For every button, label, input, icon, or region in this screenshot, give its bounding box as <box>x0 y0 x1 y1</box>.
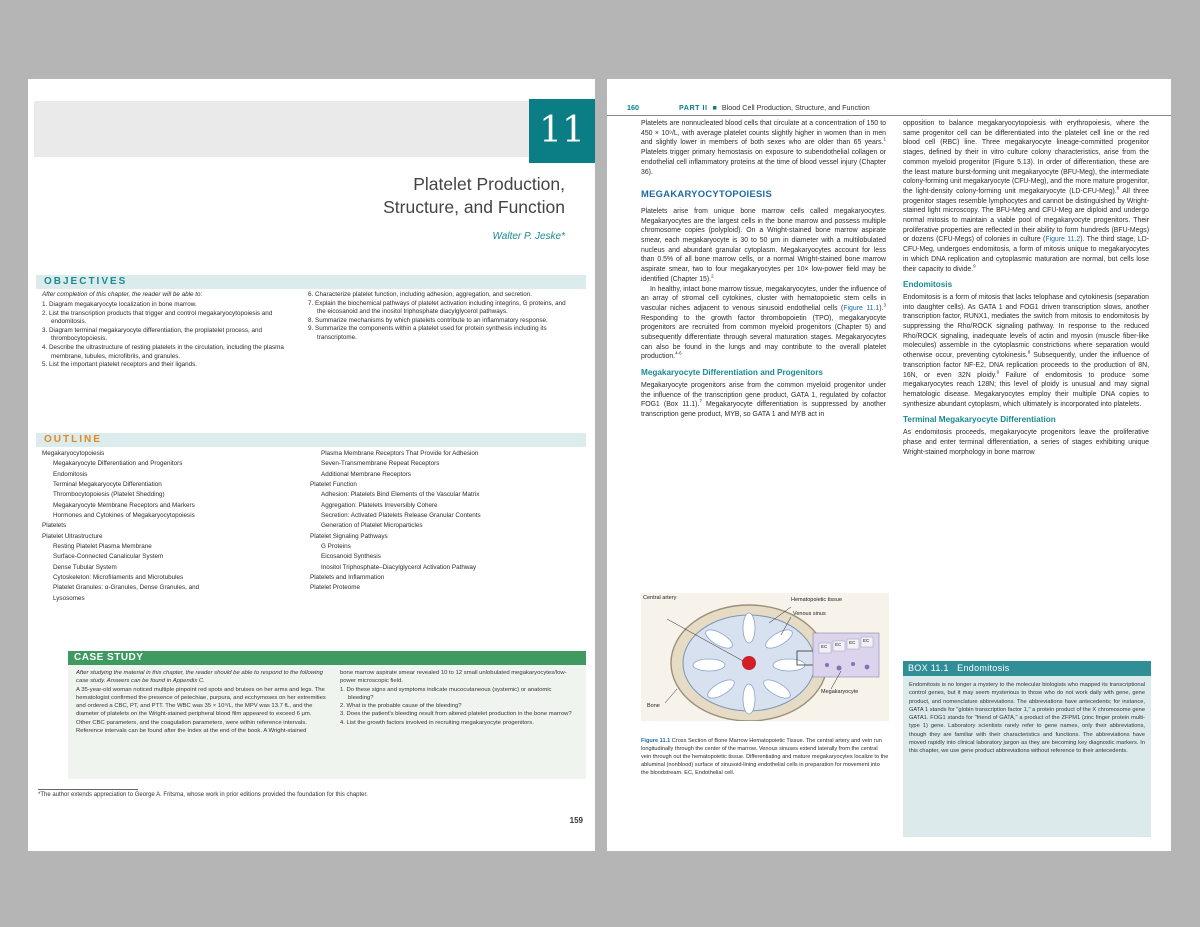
outline-heading: OUTLINE <box>36 433 586 447</box>
paragraph: As endomitosis proceeds, megakaryocyte progenitors leave the proliferative phase and enter terminal differentiation, a series of stages exhibiting unique Wright-stained morphology in bone marrow <box>903 429 1149 456</box>
section-heading-megakaryocytopoiesis: MEGAKARYOCYTOPOIESIS <box>641 188 773 200</box>
objective-item: 9. Summarize the components within a platelet used for protein synthesis including its transcriptome. <box>308 325 547 341</box>
outline-item: Adhesion: Platelets Bind Elements of the Vascular Matrix <box>321 491 480 499</box>
outline-list-right <box>310 449 580 594</box>
box-label: BOX 11.1 <box>908 663 949 673</box>
text-column-left <box>641 119 886 420</box>
objectives-list-right <box>308 291 572 343</box>
outline-item: Additional Membrane Receptors <box>321 470 411 478</box>
chapter-title <box>205 173 565 219</box>
objectives-heading: OBJECTIVES <box>36 275 586 289</box>
outline-item: Megakaryocyte Membrane Receptors and Markers <box>53 501 195 509</box>
outline-item: Terminal Megakaryocyte Differentiation <box>53 481 162 489</box>
case-study-body: A 35-year-old woman noticed multiple pinpoint red spots and bruises on her arms and legs. The hematologist confirmed the presence of petechiae, purpura, and ecchymoses on her extremities and ordered a CBC, PT, and PTT. The WBC was 35 × 10⁹/L, the MPV was 13.7 fL, and the diameter of platelets on the Wright-stained peripheral blood film appeared to exceed 6 μm. Other CBC parameters, and the coagulation parameters, were within reference intervals. Reference intervals can be found after the Index at the end of the book. A Wright-stained <box>76 686 326 735</box>
text-column-right <box>903 119 1149 457</box>
figure-link[interactable]: Figure 11.2 <box>1045 236 1081 244</box>
outline-item: Seven-Transmembrane Repeat Receptors <box>321 460 440 468</box>
case-question: 2. What is the probable cause of the bleeding? <box>340 703 462 710</box>
subheading-differentiation: Megakaryocyte Differentiation and Progenitors <box>641 368 823 378</box>
case-question: 3. Does the patient's bleeding result from altered platelet production in the bone marrow? <box>340 711 572 718</box>
label-bone: Bone <box>647 703 660 709</box>
label-ec: EC <box>849 640 856 645</box>
page-number-right: 160 <box>627 103 639 112</box>
label-ec: EC <box>821 644 828 649</box>
outline-item: Thrombocytopoiesis (Platelet Shedding) <box>53 491 165 499</box>
outline-item: Platelet Ultrastructure <box>42 532 103 540</box>
figure-11-1 <box>641 593 889 721</box>
label-megakaryocyte: Megakaryocyte <box>821 689 859 695</box>
square-bullet-icon: ■ <box>712 103 717 112</box>
outline-item: G Proteins <box>321 543 351 551</box>
box-title: Endomitosis <box>957 663 1010 673</box>
outline-item: Megakaryocyte Differentiation and Progenitors <box>53 460 183 468</box>
figure-link[interactable]: Figure 11.1 <box>843 304 880 312</box>
label-hematopoietic-tissue: Hematopoietic tissue <box>791 597 843 603</box>
case-study-continuation: bone marrow aspirate smear revealed 10 to 12 small unlobulated megakaryocytes/low-power microscopic field. <box>340 670 567 685</box>
objective-item: 8. Summarize mechanisms by which platelets contribute to an inflammatory response. <box>308 316 548 324</box>
outline-item: Resting Platelet Plasma Membrane <box>53 543 152 551</box>
box-heading <box>903 661 1151 676</box>
case-study-questions <box>340 686 578 727</box>
label-ec: EC <box>863 638 870 643</box>
chapter-number: 11 <box>529 99 595 163</box>
chapter-title-line1: Platelet Production, <box>413 174 565 194</box>
case-question: 4. List the growth factors involved in recruiting megakaryocyte progenitors. <box>340 719 534 726</box>
bone-marrow-diagram <box>641 593 889 721</box>
case-study-box <box>68 651 586 779</box>
paragraph: Platelets arise from unique bone marrow cells called megakaryocytes. Megakaryocytes are the largest cells in the bone marrow and possess multiple chromosome copies (polyploid). On a Wright-stained bone marrow aspirate smear, each megakaryocyte is 30 to 50 μm in diameter with a multilobulated nucleus and abundant granular cytoplasm. Megakaryocytes account for less than 0.5% of all bone marrow cells, or a normal Wright-stained bone marrow aspirate smear, two to four megakaryocytes per 10× low-power field may be identified (Chapter 15).$^2$ <box>641 207 886 283</box>
chapter-author: Walter P. Jeske* <box>492 231 565 242</box>
objective-item: 4. Describe the ultrastructure of resting platelets in the circulation, including the plasma membrane, tubules, microfibrils, and granules. <box>42 343 284 360</box>
paragraph: opposition to balance megakaryocytopoiesis with erythropoiesis, where the same progenitor cell can be differentiated into the platelet cell line or the red blood cell (RBC) line. Three megakaryocyte lineage-committed progenitor stages, defined by their in vitro culture colony characteristics, arise from the common myeloid progenitor (Figure 5.13). In order of differentiation, these are the least mature burst-forming unit megakaryocyte (BFU-Meg), the intermediate colony-forming unit megakaryocyte (CFU-Meg), and the more mature progenitor, the light-density colony-forming unit megakaryocyte (LD-CFU-Meg).$^8$ All three progenitor stages resemble lymphocytes and cannot be distinguished by Wright-stained light microscopy. The BFU-Meg and CFU-Meg are diploid and undergo normal mitosis to maintain a viable pool of megakaryocyte progenitors. Their proliferative properties are reflected in their ability to form hundreds (BFU-Megs) or dozens (CFU-Megs) of colonies in culture (Figure 11.2). The third stage, LD-CFU-Meg, undergoes endomitosis, a form of mitosis unique to megakaryocytes in which DNA replication and cytoplasmic maturation are normal, but cells lose their capacity to divide.$^9$ <box>903 120 1149 273</box>
outline-item: Platelet Proteome <box>310 584 361 592</box>
objective-item: 7. Explain the biochemical pathways of platelet activation including integrins, G proteins, and the eicosanoid and the inositol triphosphate diacylglycerol pathways. <box>308 299 566 316</box>
case-study-heading: CASE STUDY <box>68 651 586 665</box>
paragraph: Endomitosis is a form of mitosis that lacks telophase and cytokinesis (separation into daughter cells). As GATA 1 and FOG1 driven transcription slows, another transcription factor, RUNX1, mediates the switch from mitosis to endomitosis by suppressing the Rho/ROCK signaling pathway. In response to the reduced Rho/ROCK signaling, inadequate levels of actin and myosin (muscle fiber-like molecules) assemble in the cytoplasmic constrictions where separation would otherwise occur, preventing cytokinesis.$^8$ Subsequently, under the influence of transcription factor NF-E2, DNA replication proceeds to the production of 8N, 16N, or even 32N ploidy.$^9$ Failure of endomitosis to produce some megakaryocytes reach 128N; this level of ploidy is unusual and may signal hematologic disease. Megakaryocytes employ their multiple DNA copies to synthesize abundant cytoplasm, which ultimately is incorporated into platelets. <box>903 293 1149 408</box>
running-head <box>627 103 870 112</box>
label-ec: EC <box>835 642 842 647</box>
outline-item: Platelet Granules: α-Granules, Dense Granules, and <box>53 584 200 592</box>
outline-item: Endomitosis <box>53 470 88 478</box>
objectives-list-left <box>42 301 294 370</box>
box-body: Endomitosis is no longer a mystery to the molecular biologists who mapped its transcriptional control genes, but it may seem mysterious to those who do not work daily with gene, gene product, and nomenclature abbreviations. The abbreviations have antecedents; for instance, GATA 1 stands for "globin transcription factor 1," a protein product of the X chromosome gene GATA1. FOG1 stands for "friend of GATA," a product of the ZFPM1 (zinc finger protein multi-type 1) gene. Laboratory scientists rarely refer to gene names, only their abbreviations, though they are familiar with their characteristics and functions. The abbreviations have moved rapidly into clinical laboratory jargon as they are becoming key diagnostic markers. In this chapter, we use gene product abbreviations without reference to their antecedents. <box>909 682 1145 755</box>
chapter-band <box>34 101 584 157</box>
running-head-rule <box>607 115 1171 116</box>
paragraph: In healthy, intact bone marrow tissue, megakaryocytes, under the influence of an array of stromal cell cytokines, cluster with hematopoietic stem cells in vascular niches adjacent to venous sinusoid endothelial cells (Figure 11.1).$^3$ Responding to the growth factor thrombopoietin (TPO), megakaryocyte progenitors are recruited from common myeloid progenitors (Chapter 5) and subsequently differentiate through several maturation stages. Megakaryocytes can also be found in the lungs and may contribute to the overall platelet production.$^{4-6}$ <box>641 285 886 361</box>
objective-item: 1. Diagram megakaryocyte localization in bone marrow. <box>42 301 197 308</box>
outline-list-left <box>42 449 312 604</box>
figure-caption-label: Figure 11.1 <box>641 738 671 744</box>
box-11-1 <box>903 661 1151 837</box>
outline-item: Lysosomes <box>53 594 85 602</box>
outline-item: Platelets <box>42 522 67 530</box>
outline-item: Generation of Platelet Microparticles <box>321 522 423 530</box>
case-question: 1. Do these signs and symptoms indicate mucocutaneous (systemic) or anatomic bleeding? <box>340 686 552 701</box>
outline-item: Inositol Triphosphate–Diacylglycerol Activation Pathway <box>321 563 477 571</box>
outline-item: Eicosanoid Synthesis <box>321 553 381 561</box>
right-page <box>607 79 1171 851</box>
paragraph: Megakaryocyte progenitors arise from the common myeloid progenitor under the influence of the transcription gene product, GATA 1, regulated by cofactor FOG1 (Box 11.1).$^7$ Megakaryocyte differentiation is suppressed by another transcription gene product, MYB, so GATA 1 and MYB act in <box>641 381 886 418</box>
outline-item: Secretion: Activated Platelets Release Granular Contents <box>321 512 481 520</box>
case-study-column-2 <box>340 669 578 727</box>
outline-item: Plasma Membrane Receptors That Provide for Adhesion <box>321 450 479 457</box>
subheading-terminal-differentiation: Terminal Megakaryocyte Differentiation <box>903 415 1056 425</box>
objective-item: 6. Characterize platelet function, including adhesion, aggregation, and secretion. <box>308 291 533 298</box>
central-artery <box>742 656 756 670</box>
footnote-rule <box>38 789 138 790</box>
objective-item: 2. List the transcription products that trigger and control megakaryocytopoiesis and endomitosis. <box>42 309 273 326</box>
objective-item: 5. List the important platelet receptors and their ligands. <box>42 361 198 369</box>
running-head-title: Blood Cell Production, Structure, and Function <box>721 103 870 112</box>
chapter-title-line2: Structure, and Function <box>383 197 565 217</box>
outline-item: Dense Tubular System <box>53 563 117 571</box>
outline-item: Platelets and Inflammation <box>310 574 385 582</box>
outline-item: Cytoskeleton: Microfilaments and Microtubules <box>53 574 184 582</box>
case-study-column-1 <box>76 669 326 735</box>
paragraph: Platelets are nonnucleated blood cells that circulate at a concentration of 150 to 450 × 10⁹/L, with average platelet counts slightly higher in women than in men and slightly lower in members of both sexes who are older than 65 years.$^1$ Platelets trigger primary hemostasis on exposure to subendothelial collagen or endothelial cell inflammatory proteins at the time of blood vessel injury (Chapter 36). <box>641 120 886 176</box>
label-venous-sinus: Venous sinus <box>793 611 826 617</box>
objectives-intro: After completion of this chapter, the reader will be able to: <box>42 291 203 298</box>
outline-item: Surface-Connected Canalicular System <box>53 553 164 561</box>
case-study-intro: After studying the material in this chapter, the reader should be able to respond to the following case study. Answers can be found in Appendix C. <box>76 670 323 685</box>
footnote: *The author extends appreciation to George A. Fritsma, whose work in prior editions provided the foundation for this chapter. <box>38 792 368 798</box>
outline-item: Megakaryocytopoiesis <box>42 450 105 457</box>
outline-item: Platelet Signaling Pathways <box>310 532 388 540</box>
page-number-left: 159 <box>569 816 583 825</box>
outline-item: Aggregation: Platelets Irreversibly Cohere <box>321 501 438 509</box>
outline-item: Platelet Function <box>310 481 357 489</box>
objective-item: 3. Diagram terminal megakaryocyte differentiation, the proplatelet process, and thrombocytopoiesis. <box>42 326 263 343</box>
figure-caption: Figure 11.1 Cross Section of Bone Marrow Hematopoietic Tissue. The central artery and vein run longitudinally through the center of the marrow. Venous sinuses extend laterally from the central vein through out the hematopoietic tissue. Differentiating and mature megakaryocytes localize to the abluminal (nonblood) surface of sinusoid-lining endothelial cells in preparation for movement into the bloodstream. EC, Endothelial cell. <box>641 738 889 776</box>
label-central-artery: Central artery <box>643 595 677 601</box>
outline-item: Hormones and Cytokines of Megakaryocytopoiesis <box>53 512 195 520</box>
subheading-endomitosis: Endomitosis <box>903 280 953 290</box>
left-page <box>28 79 595 851</box>
running-head-part: PART II <box>679 103 708 112</box>
